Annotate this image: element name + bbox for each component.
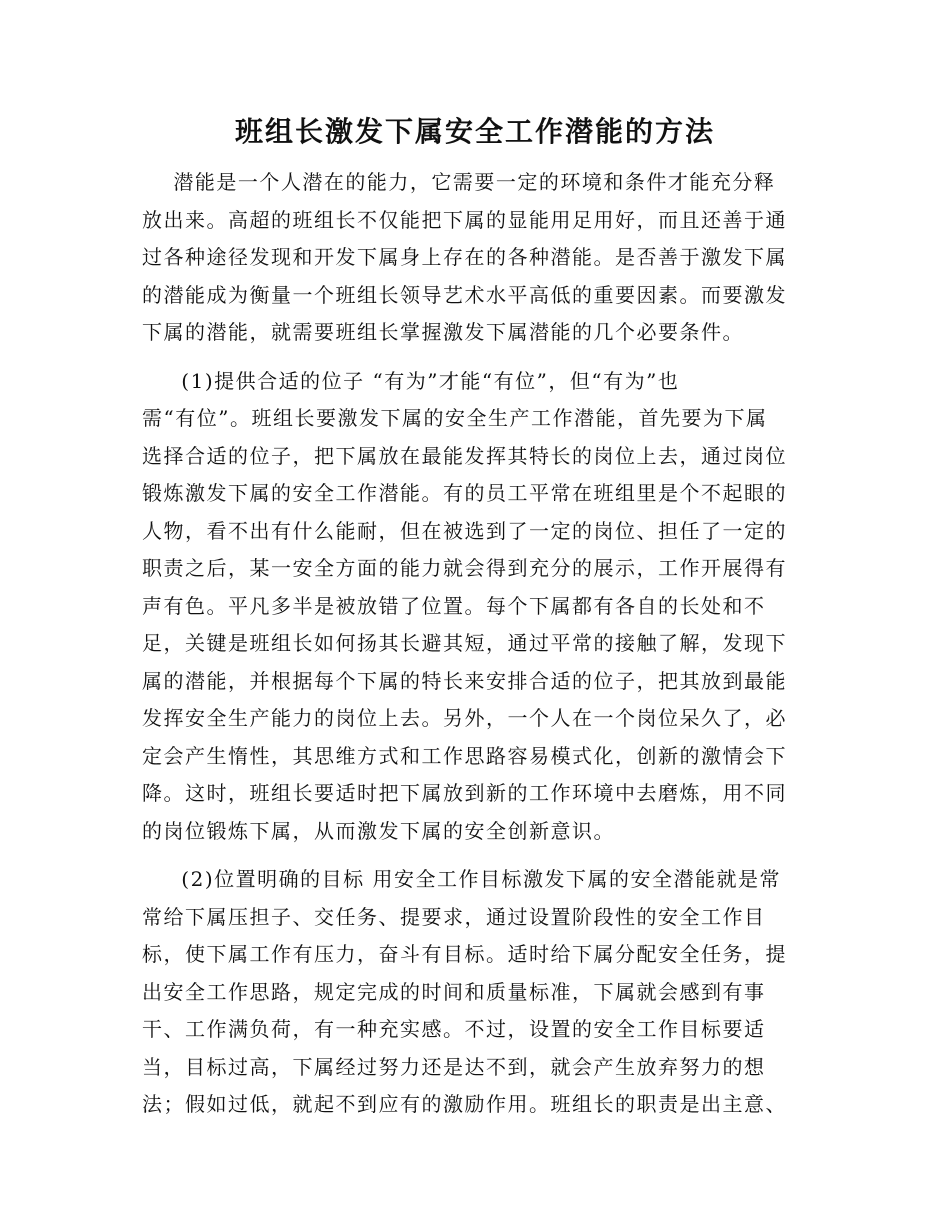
paragraph-line: 标，使下属工作有压力，奋斗有目标。适时给下属分配安全任务，提 xyxy=(142,942,787,966)
paragraph-line: 的潜能成为衡量一个班组长领导艺术水平高低的重要因素。而要激发 xyxy=(142,282,787,307)
paragraph-line: (2)位置明确的目标 用安全工作目标激发下属的安全潜能就是常 xyxy=(142,867,781,891)
paragraph-line: 声有色。平凡多半是被放错了位置。每个下属都有各自的长处和不 xyxy=(142,593,766,618)
paragraph-line: 人物，看不出有什么能耐，但在被选到了一定的岗位、担任了一定的 xyxy=(142,518,787,543)
paragraph-line: 下属的潜能，就需要班组长掌握激发下属潜能的几个必要条件。 xyxy=(142,320,744,344)
document-title: 班组长激发下属安全工作潜能的方法 xyxy=(234,115,715,148)
paragraph-line: 放出来。高超的班组长不仅能把下属的显能用足用好，而且还善于通 xyxy=(142,207,787,232)
paragraph-line: 锻炼激发下属的安全工作潜能。有的员工平常在班组里是个不起眼的 xyxy=(142,481,787,505)
paragraph-line: 需“有位”。班组长要激发下属的安全生产工作潜能，首先要为下属 xyxy=(142,406,768,430)
paragraph-line: 发挥安全生产能力的岗位上去。另外，一个人在一个岗位呆久了，必 xyxy=(142,706,787,730)
paragraph-line: 选择合适的位子，把下属放在最能发挥其特长的岗位上去，通过岗位 xyxy=(142,443,787,468)
paragraph-line: 属的潜能，并根据每个下属的特长来安排合适的位子，把其放到最能 xyxy=(142,668,787,693)
paragraph-line: 的岗位锻炼下属，从而激发下属的安全创新意识。 xyxy=(142,818,615,843)
paragraph-line: 降。这时，班组长要适时把下属放到新的工作环境中去磨炼，用不同 xyxy=(142,781,787,805)
paragraph-line: 常给下属压担子、交任务、提要求，通过设置阶段性的安全工作目 xyxy=(142,904,766,929)
paragraph-line: 出安全工作思路，规定完成的时间和质量标准，下属就会感到有事 xyxy=(142,979,766,1004)
paragraph-line: 定会产生惰性，其思维方式和工作思路容易模式化，创新的激情会下 xyxy=(142,743,787,768)
paragraph-line: (1)提供合适的位子 “有为”才能“有位”，但“有为”也 xyxy=(142,368,680,393)
paragraph-line: 干、工作满负荷，有一种充实感。不过，设置的安全工作目标要适 xyxy=(142,1017,766,1041)
paragraph-line: 法；假如过低，就起不到应有的激励作用。班组长的职责是出主意、 xyxy=(142,1092,787,1116)
paragraph-line: 潜能是一个人潜在的能力，它需要一定的环境和条件才能充分释 xyxy=(142,170,776,194)
paragraph-line: 过各种途径发现和开发下属身上存在的各种潜能。是否善于激发下属 xyxy=(142,245,787,269)
paragraph-line: 足，关键是班组长如何扬其长避其短，通过平常的接触了解，发现下 xyxy=(142,631,787,655)
paragraph-line: 当，目标过高，下属经过努力还是达不到，就会产生放弃努力的想 xyxy=(142,1054,766,1079)
paragraph-line: 职责之后，某一安全方面的能力就会得到充分的展示，工作开展得有 xyxy=(142,556,787,580)
